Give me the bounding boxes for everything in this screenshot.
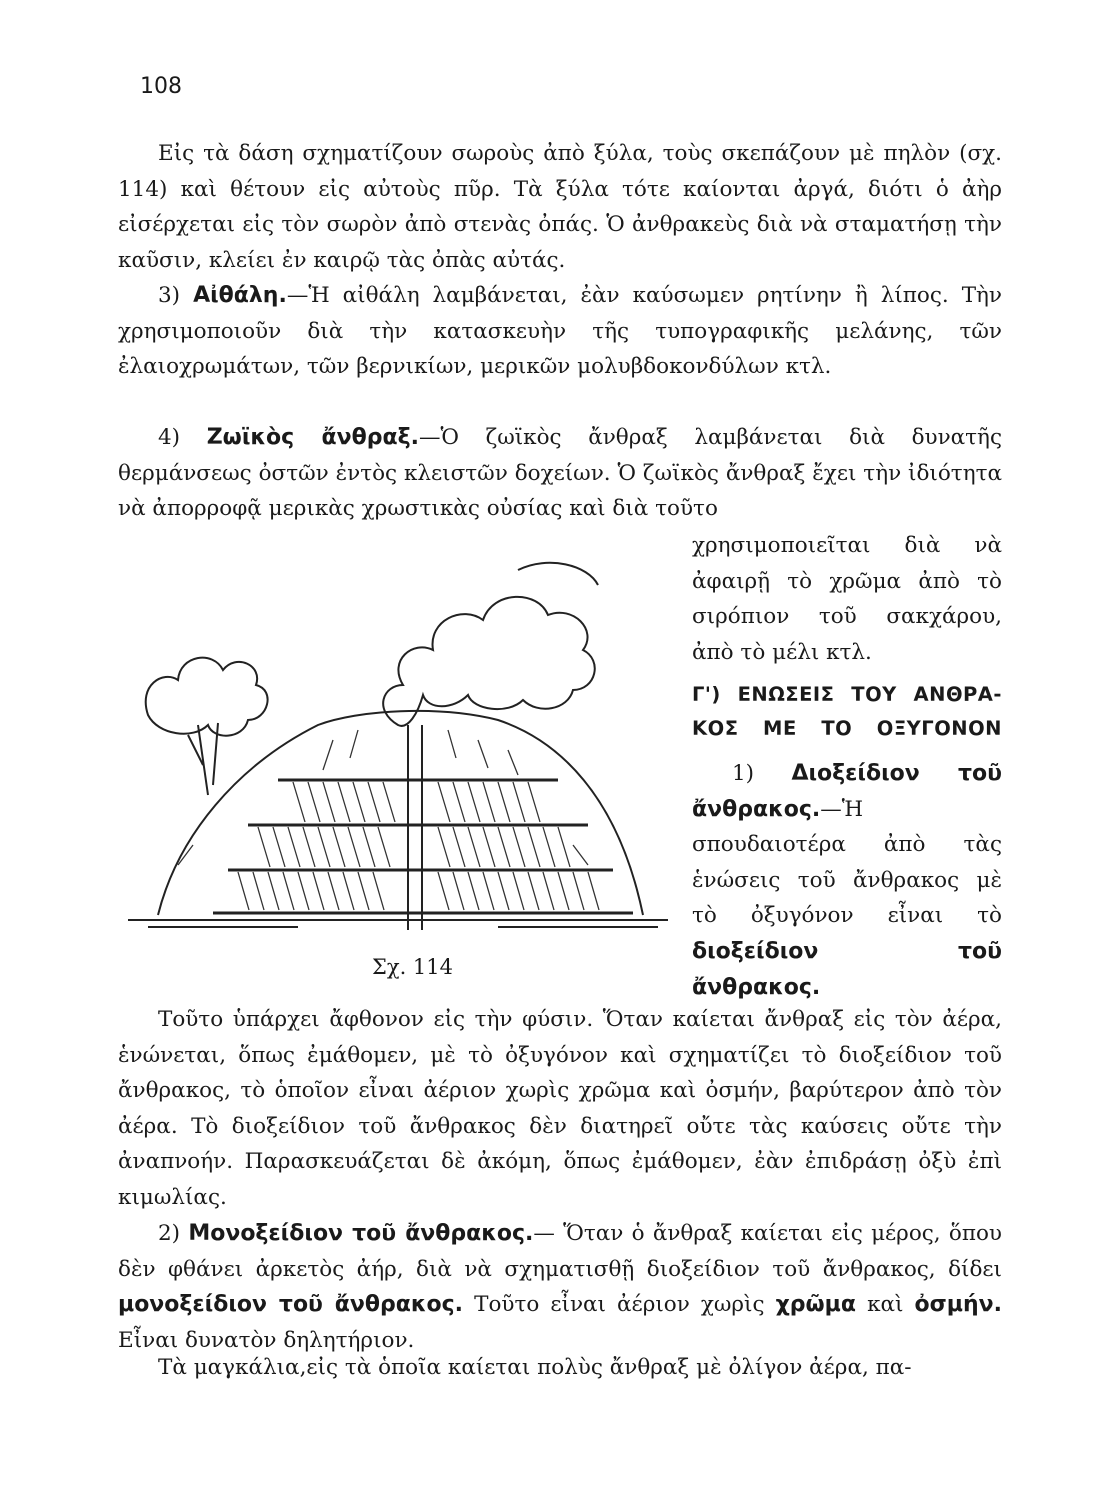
charcoal-pile-illustration <box>118 535 678 955</box>
carbon-monoxide-bold-1: μονοξείδιον τοῦ ἄνθρακος. <box>118 1292 464 1318</box>
section-heading-line-2: ΚΟΣ ΜΕ ΤΟ ΟΞΥΓΟΝΟΝ <box>692 717 1002 740</box>
heading-carbon-dioxide: Διοξείδιον τοῦ ἄνθρακος. <box>692 761 1002 822</box>
page-number: 108 <box>140 74 182 99</box>
paragraph-animal-charcoal-continued: χρησιμοποιεῖται διὰ νὰ ἀφαιρῇ τὸ χρῶμα ἀπὸ τὸ σιρόπιον τοῦ σακχάρου, ἀπὸ τὸ μέλι κτλ. <box>692 533 1002 665</box>
paragraph-carbon-monoxide <box>118 1216 1002 1358</box>
soot-text: —Ἡ αἰθάλη λαμβάνεται, ἐὰν καύσωμεν ρητίνην ἢ λίπος. Τὴν χρησιμοποιοῦν διὰ τὴν κατασκευὴν τῆς τυπογραφικῆς μελάνης, τῶν ἐλαιοχρωμάτων, τῶν βερνικίων, μερικῶν μολυβδοκονδύλων κτλ. <box>118 283 1002 380</box>
paragraph-braziers: Τὰ μαγκάλια,εἰς τὰ ὁποῖα καίεται πολὺς ἄνθραξ μὲ ὀλίγον ἀέρα, πα- <box>158 1355 912 1380</box>
figure-caption: Σχ. 114 <box>372 955 454 979</box>
carbon-monoxide-text-2: Τοῦτο εἶναι ἀέριον χωρὶς <box>474 1292 765 1318</box>
paragraph-carbon-dioxide-properties: Τοῦτο ὑπάρχει ἄφθονον εἰς τὴν φύσιν. Ὅταν καίεται ἄνθραξ εἰς τὸν ἀέρα, ἑνώνεται, ὅπως ἐμάθομεν, μὲ τὸ ὀξυγόνον καὶ σχηματίζει τὸ διοξείδιον τοῦ ἄνθρακος, τὸ ὁποῖον εἶναι ἀέριον χωρὶς χρῶμα καὶ ὀσμήν, βαρύτερον ἀπὸ τὸν ἀέρα. Τὸ διοξείδιον τοῦ ἄνθρακος δὲν διατηρεῖ οὔτε τὰς καύσεις οὔτε τὴν ἀναπνοήν. Παρασκευάζεται δὲ ἀκόμη, ὅπως ἐμάθομεν, ἐὰν ἐπιδράσῃ ὀξὺ ἐπὶ κιμωλίας. <box>118 1007 1002 1210</box>
paragraph-carbon-dioxide <box>692 756 1002 1005</box>
heading-carbon-monoxide: Μονοξείδιον τοῦ ἄνθρακος. <box>188 1221 534 1246</box>
animal-charcoal-text: —Ὁ ζωϊκὸς ἄνθραξ λαμβάνεται διὰ δυνατῆς θερμάνσεως ὀστῶν ἐντὸς κλειστῶν δοχείων. Ὁ ζωϊκὸς ἄνθραξ ἔχει τὴν ἰδιότητα νὰ ἀπορροφᾷ μερικὰς χρωστικὰς οὐσίας καὶ διὰ τοῦτο <box>118 425 1002 522</box>
carbon-monoxide-text-3: καὶ <box>867 1292 904 1318</box>
item-number: 1) <box>732 761 755 786</box>
carbon-dioxide-text: —Ἡ σπουδαιοτέρα ἀπὸ τὰς ἑνώσεις τοῦ ἄνθρακος μὲ τὸ ὀξυγόνον εἶναι τὸ <box>692 796 1002 929</box>
carbon-monoxide-text-4: Εἶναι δυνατὸν δηλητήριον. <box>118 1327 415 1353</box>
carbon-monoxide-bold-3: ὀσμήν. <box>914 1292 1002 1318</box>
item-number: 2) <box>158 1221 181 1246</box>
section-heading <box>692 678 1002 746</box>
paragraph-charcoal-piles: Εἰς τὰ δάση σχηματίζουν σωροὺς ἀπὸ ξύλα, τοὺς σκεπάζουν μὲ πηλὸν (σχ. 114) καὶ θέτουν εἰς αὐτοὺς πῦρ. Τὰ ξύλα τότε καίονται ἀργά, διότι ὁ ἀὴρ εἰσέρχεται εἰς τὸν σωρὸν ἀπὸ στενὰς ὀπάς. Ὁ ἀνθρακεὺς διὰ νὰ σταματήσῃ τὴν καῦσιν, κλείει ἐν καιρῷ τὰς ὀπὰς αὐτάς. <box>118 141 1002 273</box>
paragraph-soot <box>118 278 1002 385</box>
heading-soot: Αἰθάλη. <box>193 283 287 308</box>
paragraph-animal-charcoal <box>118 420 1002 527</box>
carbon-dioxide-bold: διοξείδιον τοῦ ἄνθρακος. <box>692 938 1002 1000</box>
carbon-monoxide-bold-2: χρῶμα <box>775 1292 856 1318</box>
section-heading-line-1: Γ') ΕΝΩΣΕΙΣ ΤΟΥ ΑΝΘΡΑ- <box>692 683 1002 706</box>
heading-animal-charcoal: Ζωϊκὸς ἄνθραξ. <box>206 425 419 450</box>
item-number: 4) <box>158 425 181 450</box>
item-number: 3) <box>158 283 181 308</box>
carbon-monoxide-text-1: — Ὅταν ὁ ἄνθραξ καίεται εἰς μέρος, ὅπου δὲν φθάνει ἀρκετὸς ἀήρ, διὰ νὰ σχηματισθῇ διοξείδιον τοῦ ἄνθρακος, δίδει <box>118 1221 1002 1282</box>
